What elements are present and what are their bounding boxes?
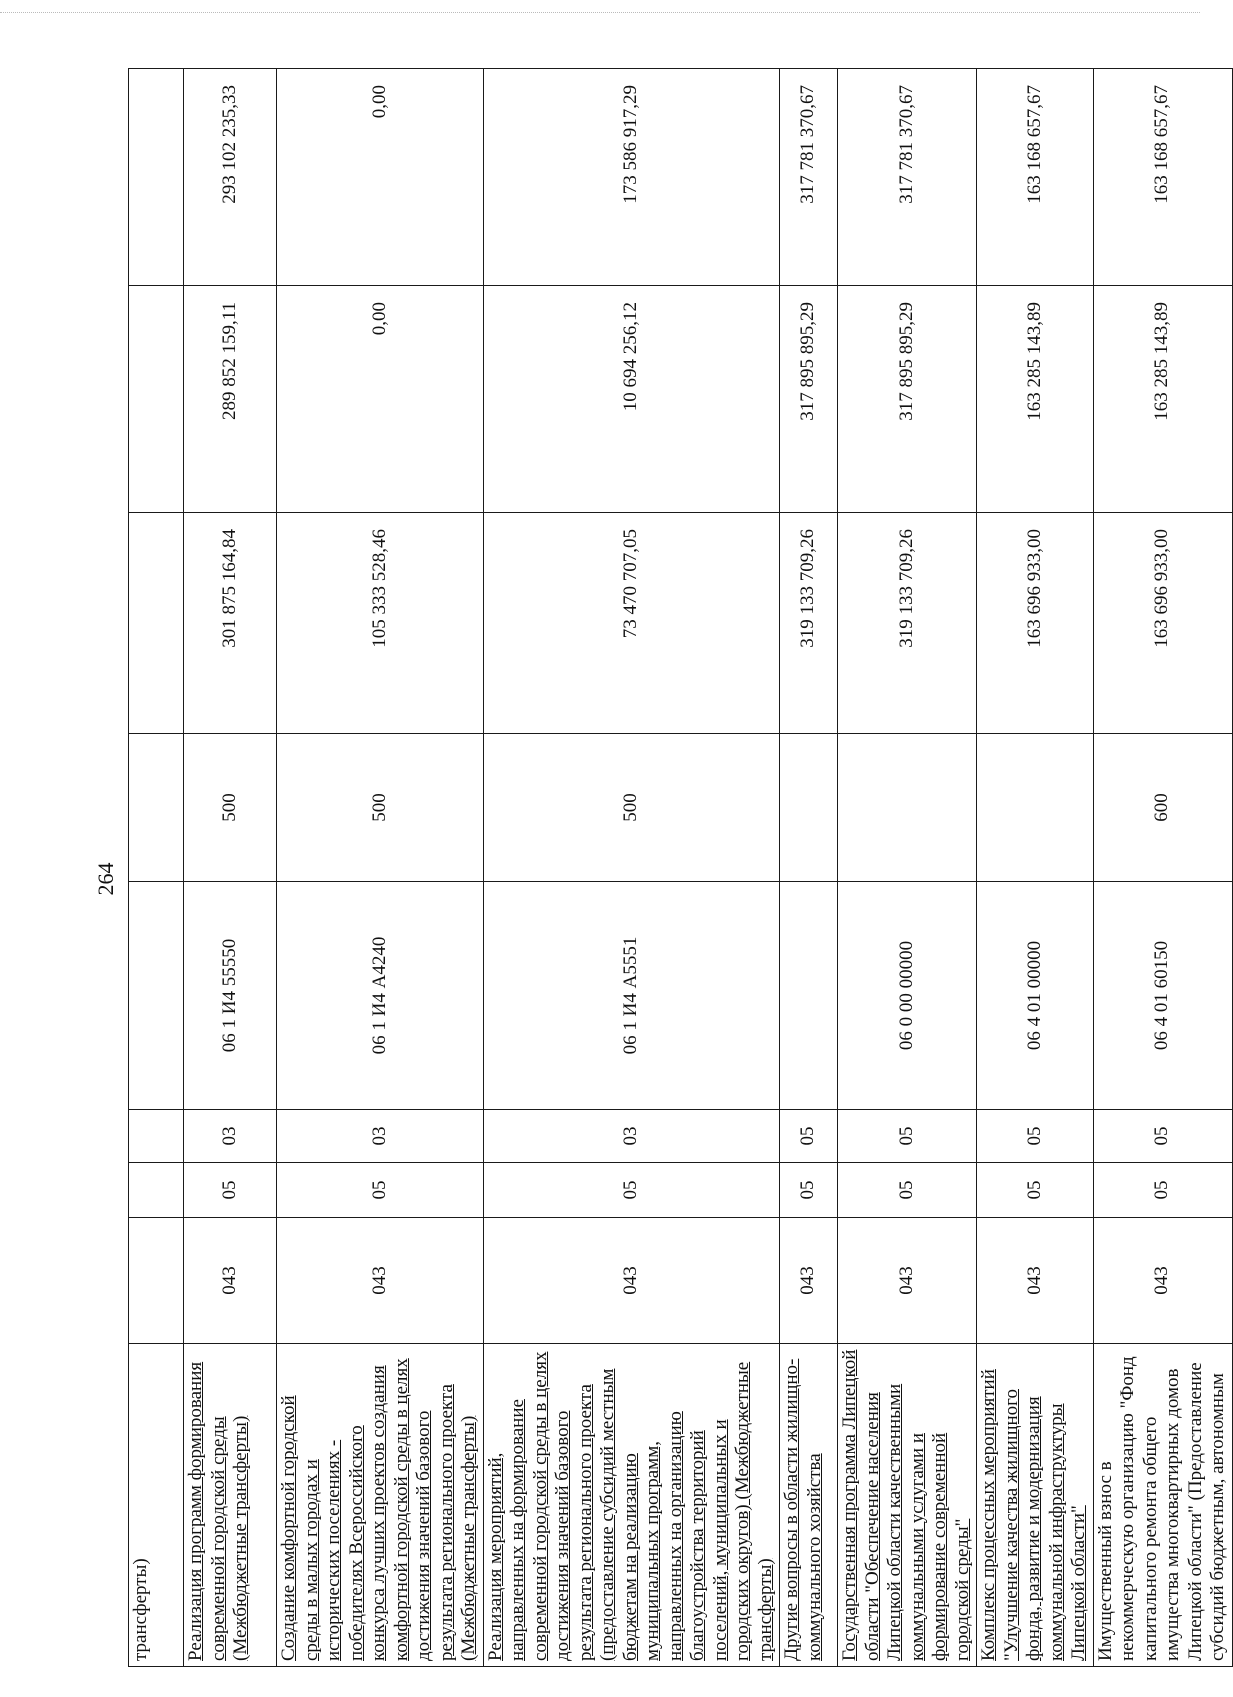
ved-code: 043 (838, 1218, 977, 1344)
expense-type-code: 500 (483, 734, 780, 882)
ved-code: 043 (184, 1218, 277, 1344)
section-code: 05 (1093, 1163, 1232, 1218)
amount-year-3: 163 168 657,67 (1093, 69, 1232, 286)
table-row (277, 69, 484, 1667)
expense-type-code: 500 (277, 734, 484, 882)
target-article-code: 06 0 00 00000 (838, 882, 977, 1110)
expense-type-code (129, 734, 184, 882)
amount-year-1: 301 875 164,84 (184, 513, 277, 734)
amount-year-1: 319 133 709,26 (780, 513, 838, 734)
table-row (129, 69, 184, 1667)
subsection-code: 03 (277, 1110, 484, 1163)
subsection-code: 05 (780, 1110, 838, 1163)
subsection-code: 05 (977, 1110, 1094, 1163)
expense-type-code (780, 734, 838, 882)
amount-year-3 (129, 69, 184, 286)
amount-year-1: 163 696 933,00 (1093, 513, 1232, 734)
section-code: 05 (780, 1163, 838, 1218)
target-article-code: 06 1 И4 55550 (184, 882, 277, 1110)
target-article-code (780, 882, 838, 1110)
target-article-code (129, 882, 184, 1110)
item-name: Реализация программ формирования современной городской среды (Межбюджетные трансферты) (184, 1344, 277, 1667)
target-article-code: 06 4 01 60150 (1093, 882, 1232, 1110)
expense-type-code: 600 (1093, 734, 1232, 882)
target-article-code: 06 4 01 00000 (977, 882, 1094, 1110)
amount-year-3: 317 781 370,67 (838, 69, 977, 286)
target-article-code: 06 1 И4 А5551 (483, 882, 780, 1110)
ved-code: 043 (277, 1218, 484, 1344)
table-row (780, 69, 838, 1667)
ved-code (129, 1218, 184, 1344)
subsection-code: 05 (1093, 1110, 1232, 1163)
expense-type-code (838, 734, 977, 882)
amount-year-1 (129, 513, 184, 734)
table-row (977, 69, 1094, 1667)
item-name: Комплекс процессных мероприятий "Улучшение качества жилищного фонда, развитие и модернизация коммунальной инфраструктуры Липецкой области" (977, 1344, 1094, 1667)
subsection-code: 03 (184, 1110, 277, 1163)
amount-year-1: 105 333 528,46 (277, 513, 484, 734)
amount-year-2: 163 285 143,89 (1093, 286, 1232, 513)
item-name: Создание комфортной городской среды в малых городах и исторических поселениях - победителях Всероссийского конкурса лучших проектов создания комфортной городской среды в целях достижения значений базового результата регионального проекта (Межбюджетные трансферты) (277, 1344, 484, 1667)
item-name: Другие вопросы в области жилищно-коммунального хозяйства (780, 1344, 838, 1667)
amount-year-1: 73 470 707,05 (483, 513, 780, 734)
table-row (184, 69, 277, 1667)
amount-year-2: 317 895 895,29 (838, 286, 977, 513)
amount-year-2: 289 852 159,11 (184, 286, 277, 513)
amount-year-2: 317 895 895,29 (780, 286, 838, 513)
amount-year-3: 0,00 (277, 69, 484, 286)
amount-year-1: 319 133 709,26 (838, 513, 977, 734)
section-code: 05 (977, 1163, 1094, 1218)
section-code: 05 (483, 1163, 780, 1218)
rotated-table-wrapper (128, 69, 1228, 1667)
amount-year-3: 173 586 917,29 (483, 69, 780, 286)
budget-table (128, 68, 1233, 1667)
amount-year-2: 0,00 (277, 286, 484, 513)
section-code: 05 (277, 1163, 484, 1218)
scan-edge-line (0, 12, 1200, 13)
ved-code: 043 (977, 1218, 1094, 1344)
section-code: 05 (184, 1163, 277, 1218)
item-name: Имущественный взнос в некоммерческую организацию "Фонд капитального ремонта общего имущества многоквартирных домов Липецкой области" (Предоставление субсидий бюджетным, автономным (1093, 1344, 1232, 1667)
table-row (838, 69, 977, 1667)
amount-year-3: 163 168 657,67 (977, 69, 1094, 286)
item-name: Реализация мероприятий, направленных на формирование современной городской среды в целях достижения значений базового результата регионального проекта (предоставление субсидий местным бюджетам на реализацию муниципальных программ, направленных на организацию благоустройства территорий поселений, муниципальных и городских округов) (Межбюджетные трансферты) (483, 1344, 780, 1667)
amount-year-2: 163 285 143,89 (977, 286, 1094, 513)
amount-year-2: 10 694 256,12 (483, 286, 780, 513)
subsection-code: 05 (838, 1110, 977, 1163)
ved-code: 043 (483, 1218, 780, 1344)
table-row (483, 69, 780, 1667)
subsection-code (129, 1110, 184, 1163)
section-code (129, 1163, 184, 1218)
amount-year-2 (129, 286, 184, 513)
expense-type-code (977, 734, 1094, 882)
target-article-code: 06 1 И4 А4240 (277, 882, 484, 1110)
subsection-code: 03 (483, 1110, 780, 1163)
amount-year-3: 317 781 370,67 (780, 69, 838, 286)
ved-code: 043 (780, 1218, 838, 1344)
ved-code: 043 (1093, 1218, 1232, 1344)
page-number: 264 (93, 862, 118, 896)
item-name: трансферты) (129, 1344, 184, 1667)
table-row (1093, 69, 1232, 1667)
item-name: Государственная программа Липецкой области "Обеспечение населения Липецкой области качественными коммунальными услугами и формирование современной городской среды" (838, 1344, 977, 1667)
amount-year-1: 163 696 933,00 (977, 513, 1094, 734)
section-code: 05 (838, 1163, 977, 1218)
amount-year-3: 293 102 235,33 (184, 69, 277, 286)
expense-type-code: 500 (184, 734, 277, 882)
